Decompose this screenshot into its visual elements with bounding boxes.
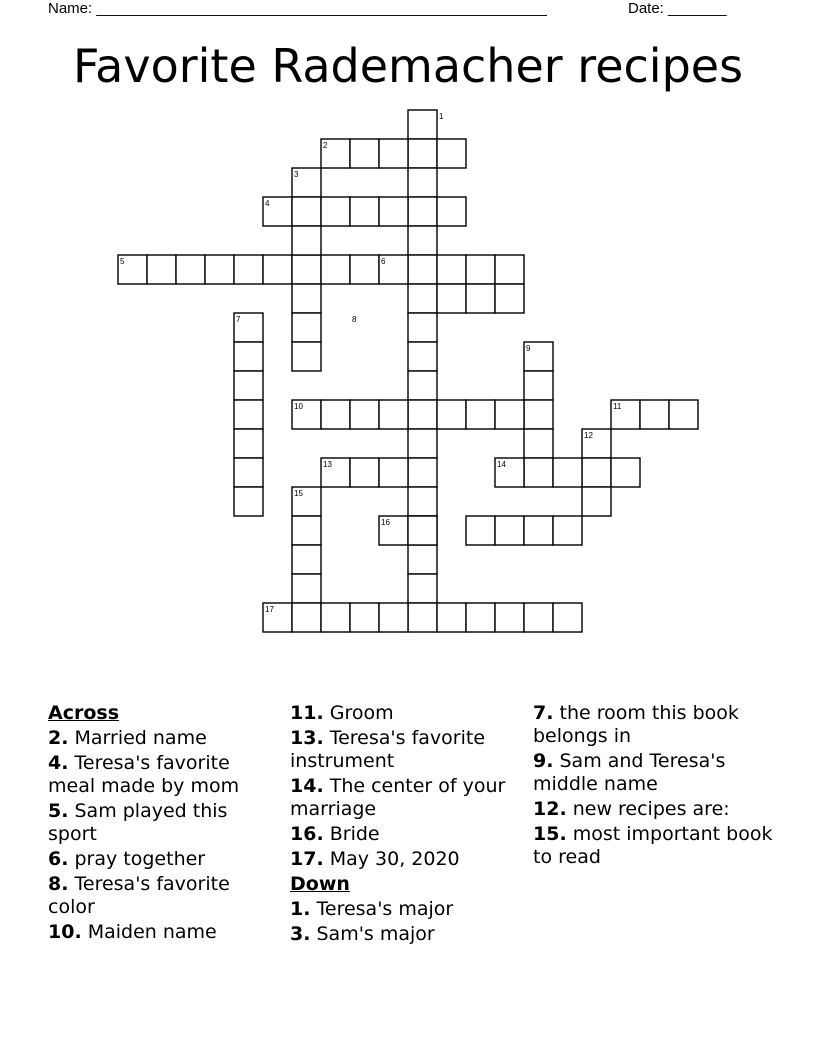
grid-cell[interactable] [292,545,321,574]
clue-across-16 [290,823,515,846]
grid-cell[interactable] [379,603,408,632]
cell-number: 15 [294,489,303,498]
grid-cell[interactable] [495,255,524,284]
clue-down-7 [533,702,773,748]
clue-text: Teresa's favorite color [48,873,230,918]
grid-cell[interactable] [379,139,408,168]
grid-cell[interactable] [379,458,408,487]
cell-number: 14 [497,460,506,469]
clue-across-4 [48,752,273,798]
grid-cell[interactable] [321,197,350,226]
grid-cell[interactable] [234,371,263,400]
cell-number: 2 [323,141,328,150]
grid-cell[interactable] [350,603,379,632]
clue-text: most important book to read [533,823,773,868]
clue-across-14 [290,775,515,821]
clues-column-3 [533,702,773,871]
across-heading: Across [48,702,120,724]
clue-down-3 [290,923,515,946]
clue-down-12 [533,798,773,821]
clue-text: the room this book belongs in [533,702,739,747]
clues-column-1 [48,702,273,946]
cell-number: 1 [439,112,444,121]
grid-cell[interactable] [408,226,437,255]
clue-number: 16. [290,823,324,845]
clue-number: 12. [533,798,567,820]
grid-cell[interactable] [495,400,524,429]
cell-number: 7 [236,315,241,324]
down-heading: Down [290,873,350,895]
grid-cell[interactable] [524,458,553,487]
grid-cell[interactable] [408,139,437,168]
grid-cell[interactable] [321,255,350,284]
grid-cell[interactable] [466,603,495,632]
clue-text: pray together [74,848,206,870]
clue-text: Bride [329,823,380,845]
grid-cell[interactable] [408,603,437,632]
grid-cell[interactable] [292,603,321,632]
grid-cell[interactable] [292,516,321,545]
grid-cell[interactable] [437,255,466,284]
grid-cell[interactable] [234,255,263,284]
clue-text: Teresa's favorite meal made by mom [48,752,240,797]
grid-cell[interactable] [350,197,379,226]
grid-cell[interactable] [292,574,321,603]
clue-text: Teresa's major [316,898,454,920]
clue-across-11 [290,702,515,725]
clue-text: new recipes are: [572,798,730,820]
clue-text: Sam's major [316,923,435,945]
cell-number: 3 [294,170,299,179]
grid-cell[interactable] [524,516,553,545]
grid-cell[interactable] [524,371,553,400]
grid-cell[interactable] [408,342,437,371]
clue-number: 5. [48,800,69,822]
grid-cell[interactable] [524,400,553,429]
clue-down-1 [290,898,515,921]
grid-cell[interactable] [408,168,437,197]
grid-cell[interactable] [292,226,321,255]
grid-cell[interactable] [640,400,669,429]
cell-number: 13 [323,460,332,469]
grid-cell[interactable] [582,487,611,516]
grid-cell[interactable] [292,197,321,226]
grid-cell[interactable] [408,284,437,313]
clue-number: 9. [533,750,554,772]
clue-number: 4. [48,752,69,774]
clue-down-9 [533,750,773,796]
grid-cell[interactable] [495,603,524,632]
grid-cell[interactable] [379,197,408,226]
clue-across-8 [48,873,273,919]
clue-down-15 [533,823,773,869]
grid-cell[interactable] [176,255,205,284]
clue-across-10 [48,921,273,944]
grid-cell[interactable] [292,284,321,313]
grid-cell[interactable] [408,197,437,226]
grid-cell[interactable] [234,487,263,516]
grid-cell[interactable] [321,603,350,632]
grid-cell[interactable] [234,429,263,458]
grid-cell[interactable] [495,284,524,313]
cell-number: 10 [294,402,303,411]
clue-number: 3. [290,923,311,945]
cell-number: 11 [613,402,622,411]
grid-cell[interactable] [466,400,495,429]
grid-cell[interactable] [350,255,379,284]
grid-cell[interactable] [553,458,582,487]
grid-cell[interactable] [669,400,698,429]
date-field-label[interactable]: Date: _______ [628,0,727,17]
grid-cell[interactable] [437,400,466,429]
name-field-label[interactable]: Name: ______________________________________________________ [48,0,547,17]
grid-cell[interactable] [437,284,466,313]
grid-cell[interactable] [524,603,553,632]
clue-text: Sam and Teresa's middle name [533,750,726,795]
grid-cell[interactable] [408,400,437,429]
grid-cell[interactable] [408,458,437,487]
clue-number: 15. [533,823,567,845]
grid-cell[interactable] [553,516,582,545]
cell-number: 12 [584,431,593,440]
clue-text: Sam played this sport [48,800,228,845]
cell-number: 6 [381,257,386,266]
grid-cell[interactable] [437,603,466,632]
grid-cell[interactable] [292,342,321,371]
grid-cell[interactable] [408,371,437,400]
clue-number: 8. [48,873,69,895]
clue-text: Married name [74,727,207,749]
page-title: Favorite Rademacher recipes [72,39,744,93]
clue-number: 17. [290,848,324,870]
cell-number: 17 [265,605,274,614]
clue-number: 11. [290,702,324,724]
grid-cell[interactable] [234,458,263,487]
grid-cell[interactable] [408,313,437,342]
clue-text: The center of your marriage [290,775,506,820]
clue-number: 2. [48,727,69,749]
grid-cell[interactable] [408,487,437,516]
grid-cell[interactable] [408,545,437,574]
clue-across-5 [48,800,273,846]
grid-cell[interactable] [321,400,350,429]
grid-cell[interactable] [408,110,437,139]
grid-cell[interactable] [350,458,379,487]
grid-cell[interactable] [408,429,437,458]
grid-cell[interactable] [437,139,466,168]
clue-across-13 [290,727,515,773]
clue-across-17 [290,848,515,871]
clue-number: 13. [290,727,324,749]
grid-cell[interactable] [437,197,466,226]
cell-number: 4 [265,199,270,208]
grid-cell[interactable] [553,603,582,632]
cell-number: 16 [381,518,390,527]
clue-number: 1. [290,898,311,920]
grid-cell[interactable] [234,342,263,371]
grid-cell[interactable] [263,255,292,284]
clue-text: Groom [329,702,394,724]
clue-across-6 [48,848,273,871]
grid-cell[interactable] [582,458,611,487]
grid-cell[interactable] [292,255,321,284]
cell-number: 5 [120,257,125,266]
grid-cell[interactable] [495,516,524,545]
grid-cell[interactable] [234,400,263,429]
clue-text: May 30, 2020 [329,848,460,870]
grid-cell[interactable] [466,255,495,284]
grid-cell[interactable] [147,255,176,284]
clue-number: 10. [48,921,82,943]
grid-cell[interactable] [466,516,495,545]
grid-cell[interactable] [350,400,379,429]
clue-text: Maiden name [87,921,217,943]
clue-across-2 [48,727,273,750]
grid-cell[interactable] [408,516,437,545]
grid-cell[interactable] [408,574,437,603]
cell-number: 8 [352,315,357,324]
grid-cell[interactable] [350,139,379,168]
grid-cell[interactable] [379,400,408,429]
grid-cell[interactable] [466,284,495,313]
grid-cell[interactable] [611,458,640,487]
clues-column-2 [290,702,515,948]
clue-text: Teresa's favorite instrument [290,727,486,772]
cell-number: 9 [526,344,531,353]
grid-cell[interactable] [205,255,234,284]
clue-number: 7. [533,702,554,724]
grid-cell[interactable] [524,429,553,458]
clue-number: 14. [290,775,324,797]
grid-cell[interactable] [292,313,321,342]
clue-number: 6. [48,848,69,870]
grid-cell[interactable] [408,255,437,284]
